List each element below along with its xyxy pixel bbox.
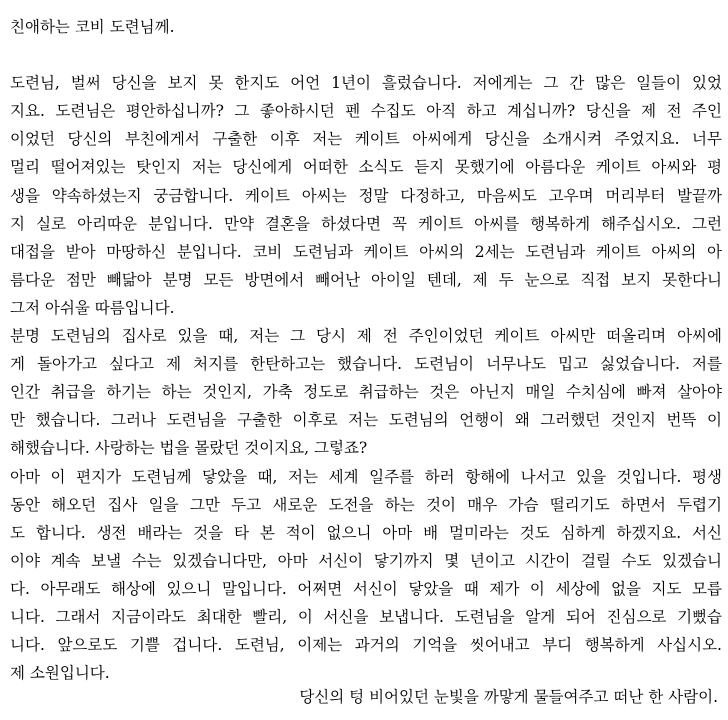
blank-line (10, 41, 722, 69)
text-line: 이야 계속 보낼 수는 있겠습니다만, 아마 서신이 닿기까지 몇 년이고 시간이 걸릴 수도 있겠습니 (10, 551, 722, 570)
text-line: 니다. 앞으로도 기쁠 겁니다. 도련님, 이제는 과거의 기억을 씻어내고 부디 행복하게 사십시오. (10, 636, 722, 655)
text-line: 다. 아무래도 해상에 있으니 말입니다. 어쩌면 서신이 닿았을 때 제가 이 세상에 없을 지도 모릅 (10, 579, 722, 598)
text-line: 지 실로 아리따운 분입니다. 만약 결혼을 하셨다면 꼭 케이트 아씨를 행복하게 해주십시오. 그런 (10, 214, 722, 233)
letter-body (10, 13, 722, 687)
text-line: 해했습니다. 사랑하는 법을 몰랐던 것이지요, 그렇죠? (10, 439, 368, 458)
text-line: 제 소원입니다. (10, 664, 110, 683)
salutation: 친애하는 코비 도련님께. (10, 18, 175, 36)
text-line: 만 했습니다. 그러나 도련님을 구출한 이후로 저는 도련님의 언행이 왜 그러했던 것인지 번뜩 이 (10, 411, 722, 430)
text-line: 아마 이 편지가 도련님께 닿았을 때, 저는 세계 일주를 하러 항해에 나서고 있을 것입니다. 평생 (10, 467, 722, 486)
signature: 당신의 텅 비어있던 눈빛을 까맣게 물들여주고 떠난 한 사람이. (299, 688, 718, 706)
text-line: 인간 취급을 하기는 하는 것인지, 가축 정도로 취급하는 것은 아닌지 매일 수치심에 빠져 살아야 (10, 383, 722, 402)
text-line: 그저 아쉬울 따름입니다. (10, 298, 175, 317)
text-line: 분명 도련님의 집사로 있을 때, 저는 그 당시 제 전 주인이었던 케이트 아씨만 떠올리며 아씨에 (10, 327, 722, 346)
text-line: 니다. 그래서 지금이라도 최대한 빨리, 이 서신을 보냅니다. 도련님을 알게 되어 진심으로 기뻤습 (10, 607, 722, 626)
text-line: 도 합니다. 생전 배라는 것을 타 본 적이 없으니 아마 배 멀미라는 것도 심하게 하겠지요. 서신 (10, 523, 722, 542)
text-line: 름다운 점만 빼닮아 분명 모든 방면에서 빼어난 아이일 텐데, 제 두 눈으로 직접 보지 못한다니 (10, 270, 722, 289)
text-line: 멀리 떨어져있는 탓인지 저는 당신에게 어떠한 소식도 듣지 못했기에 아름다운 케이트 아씨와 평 (10, 158, 722, 177)
text-line: 이었던 당신의 부친에게서 구출한 이후 저는 케이트 아씨에게 당신을 소개시켜 주었지요. 너무 (10, 130, 722, 149)
paragraph-3 (10, 463, 722, 688)
text-line: 동안 해오던 집사 일을 그만 두고 새로운 도전을 하는 것이 매우 가슴 떨리기도 하면서 두렵기 (10, 495, 722, 514)
text-line: 생을 약속하셨는지 궁금합니다. 케이트 아씨는 정말 다정하고, 마음씨도 고우며 머리부터 발끝까 (10, 186, 722, 205)
text-line: 게 돌아가고 싶다고 제 처지를 한탄하고는 했습니다. 도련님이 너무나도 밉고 싫었습니다. 저를 (10, 355, 722, 374)
text-line: 도련님, 벌써 당신을 보지 못 한지도 어언 1년이 흘렀습니다. 저에게는 그 간 많은 일들이 있었 (10, 74, 722, 93)
text-line: 지요. 도련님은 평안하십니까? 그 좋아하시던 펜 수집도 아직 하고 계십니까? 당신을 제 전 주인 (10, 102, 722, 121)
paragraph-2 (10, 322, 722, 462)
paragraph-1 (10, 69, 722, 322)
text-line: 대접을 받아 마땅하신 분입니다. 코비 도련님과 케이트 아씨의 2세는 도련님과 케이트 아씨의 아 (10, 242, 722, 261)
